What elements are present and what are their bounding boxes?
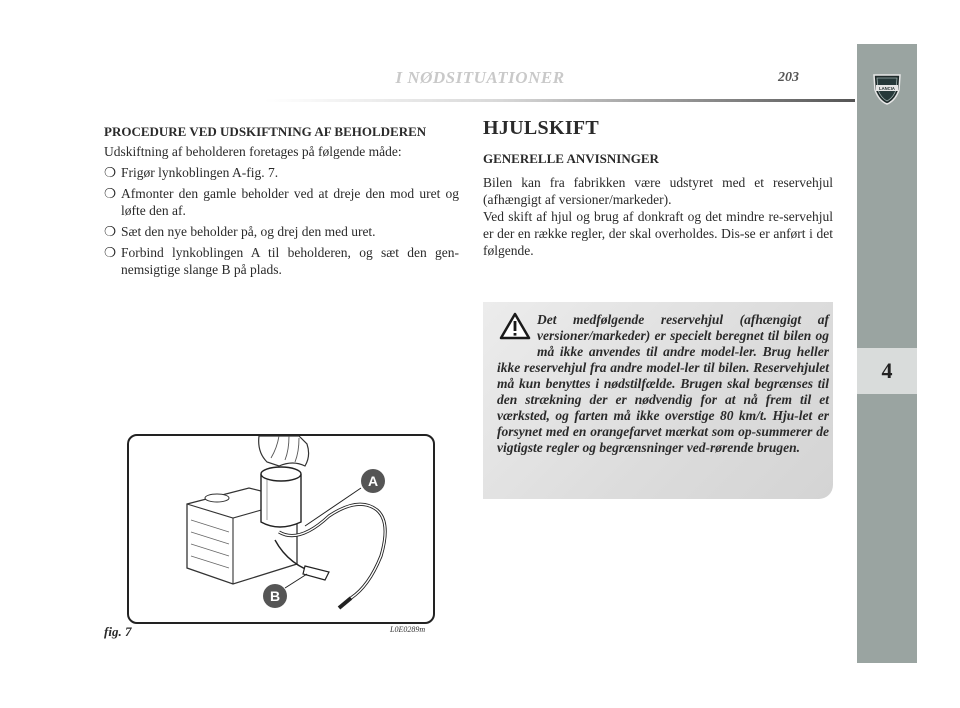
- procedure-heading: PROCEDURE VED UDSKIFTNING AF BEHOLDEREN: [104, 124, 427, 139]
- wheel-change-title: HJULSKIFT: [483, 117, 600, 139]
- bullet-icon: ❍: [104, 245, 117, 260]
- section-title: I NØDSITUATIONER: [395, 68, 565, 87]
- procedure-intro: Udskiftning af beholderen foretages på følgende måde:: [104, 144, 402, 159]
- compressor-illustration: [129, 436, 433, 622]
- warning-text: Det medfølgende reservehjul (afhængigt af versioner/markeder) er specielt beregnet til bilen og må ikke anvendes til andre model-ler. Brug heller ikke reservehjul fra andre model-ler til bilen. Reservehjulet må kun benyttes i nødstilfælde. Brugen skal begrænses til den strækning der er nødvendig for at nå frem til et værksted, og farten må ikke overstige 80 km/t. Hju-let er forsynet med en orangefarvet mærkat som op-summerer de vigtigste regler og begrænsninger ved-rørende brugen.: [497, 312, 829, 455]
- label-a: A: [367, 473, 379, 489]
- list-item: ❍ Sæt den nye beholder på, og drej den med uret.: [104, 224, 376, 239]
- figure-code: L0E0289m: [390, 625, 426, 634]
- paragraph-spare-wheel: Bilen kan fra fabrikken være udstyret med et reservehjul (afhængigt af versioner/markeder).: [483, 175, 833, 207]
- label-b: B: [269, 588, 281, 604]
- header-rule: [265, 99, 855, 102]
- chapter-number: 4: [857, 348, 917, 394]
- warning-box: [483, 302, 833, 499]
- figure-compressor: [127, 434, 435, 624]
- procedure-steps: [104, 164, 459, 278]
- lancia-logo-icon: [869, 70, 905, 106]
- list-item: ❍ Afmonter den gamle beholder ved at dreje den mod uret og løfte den af.: [104, 186, 459, 218]
- svg-text:LANCIA: LANCIA: [879, 86, 895, 91]
- list-item: ❍ Forbind lynkoblingen A til beholderen, og sæt den gen-nemsigtige slange B på plads.: [104, 245, 459, 277]
- general-instructions-heading: GENERELLE ANVISNINGER: [483, 151, 659, 166]
- list-item: ❍ Frigør lynkoblingen A-fig. 7.: [104, 165, 279, 180]
- bullet-icon: ❍: [104, 186, 117, 201]
- right-column: [483, 117, 833, 259]
- page-number: 203: [778, 70, 799, 85]
- bullet-icon: ❍: [104, 224, 117, 239]
- left-column: [104, 124, 459, 282]
- paragraph-rules: Ved skift af hjul og brug af donkraft og det mindre re-servehjul er der en række regler, der skal overholdes. Dis-se er anført i det følgende.: [483, 209, 833, 258]
- bullet-icon: ❍: [104, 165, 117, 180]
- figure-caption: fig. 7: [104, 624, 132, 639]
